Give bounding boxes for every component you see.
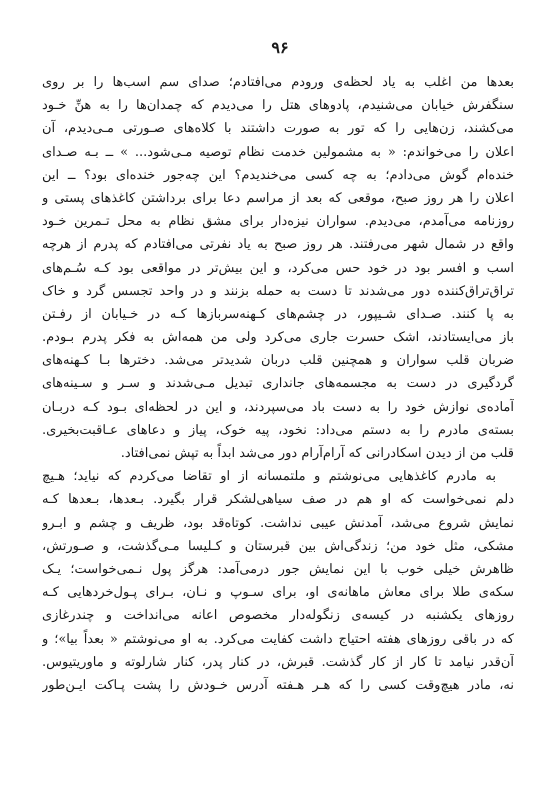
text-line: ظاهرش خیلی خوب با این نمایش جور درمی‌آمد: هرگز پول نـمی‌خواست؛ یـک xyxy=(42,561,514,577)
text-line: تراق‌تراق‌کننده دور می‌شدند تا دست به حمله بزنند و در واحد تجسس گرد و خاک xyxy=(42,283,514,299)
text-line: روزهای یکشنبه در کیسه‌ی زنگوله‌دار مخصوص اعانه می‌انداخت و چندرغازی xyxy=(42,608,514,624)
text-line: گردگیری در دست به مجسمه‌های جانداری تبدیل مـی‌شدند و سـر و سـینه‌های xyxy=(42,376,514,392)
text-line: به پا کنند. صـدای شـیپور، در چشم‌های کـهنه‌سربازها کـه در خـیابان از رفـتن xyxy=(42,306,514,322)
text-line: که در باقی روزهای هفته احتیاج داشت کفایت می‌کرد. به او می‌نوشتم « بعداً بیا»؛ و xyxy=(42,631,514,647)
text-line: روزنامه می‌آمدم، می‌دیدم. سواران نیزه‌دار برای مشق نظام به محل تـمرین خـود xyxy=(42,214,514,230)
text-line: نه، مادر هیچ‌وقت کسی را که هـر هـفته آدرس خـودش را پشت پـاکت ایـن‌طور xyxy=(42,677,514,693)
text-line: بعدها من اغلب به یاد لحظه‌ی ورودم می‌افتادم؛ صدای سم اسب‌ها را بر روی xyxy=(42,75,514,90)
text-line: خنده‌ام گوش می‌دادم؛ به چه کسی می‌خندیدم؟ این چه‌جور خنده‌ای بود؟ ــ این xyxy=(42,167,514,183)
text-line: به مادرم کاغذهایی می‌نوشتم و ملتمسانه از او تقاضا می‌کردم که نیاید؛ هـیچ xyxy=(42,469,496,485)
text-line: می‌کشند، زن‌هایی را که تور به صورت داشتند با کلاه‌های صـورتی مـی‌دیدم، آن xyxy=(42,121,514,137)
text-line: آن‌قدر نیامد تا کار از کار گذشت. قبرش، در کنار پدر، کنار شارلوته و ماوریتیوس. xyxy=(42,654,514,670)
text-line: واقع در شمال شهر می‌رفتند. هر روز صبح به یاد نفرتی می‌افتادم که پدرم از هرچه xyxy=(42,237,514,253)
body-text xyxy=(42,71,514,697)
text-line: سنگفرش خیابان می‌شنیدم، پادوهای هتل را می‌دیدم که چمدان‌ها را به هنِّ خـود xyxy=(42,98,514,114)
paragraph xyxy=(42,465,514,697)
text-line: آماده‌ی نوازش خود را به دست باد می‌سپردند، و این در لحظه‌ای بـود کـه دربـان xyxy=(42,399,514,415)
text-line: قلب من از دیدن اسکادرانی که آرام‌آرام دور می‌شد ابداً به تپش نمی‌افتاد. xyxy=(120,446,514,461)
text-line: باز می‌ایستادند، اشک حسرت جاری می‌کرد ولی من همه‌اش به فکر پدرم بـودم. xyxy=(42,330,514,346)
text-line: ضربان قلب سواران و همچنین قلب دربان شدیدتر می‌شد. دخترها بـا کـهنه‌های xyxy=(42,353,514,369)
text-line: دلم نمی‌خواست که او هم در صف سیاهی‌لشکر قرار بگیرد. بـعدها، بـعدها کـه xyxy=(42,492,514,508)
text-line: نمایش شروع می‌شد، آمدنش عیبی نداشت. کوتاه‌قد بود، ظریف و چشم و ابـرو xyxy=(42,515,514,531)
paragraph xyxy=(42,71,514,465)
text-line: اسب و افسر بود در خود حس می‌کرد، و این بیش‌تر در مواقعی بود کـه سُـم‌های xyxy=(42,260,514,276)
text-line: بسته‌ی مادرم را به دستم می‌داد: نخود، پیه خوک، پیاز و دعاهای عـاقبت‌بخیری. xyxy=(42,422,514,438)
text-line: اعلان را می‌خواندم: « به مشمولین خدمت نظام توصیه مـی‌شود... » ــ بـه صـدای xyxy=(42,144,514,160)
text-line: مشکی، مثل خود من؛ زندگی‌اش بین قبرستان و کـلیسا مـی‌گذشت، و صـورتش، xyxy=(42,538,514,554)
text-line: سکه‌ی طلا برای معاش ماهانه‌ی او، برای سـوپ و نـان، بـرای پـول‌خردهایی کـه xyxy=(42,585,514,601)
page-number: ۹۶ xyxy=(271,38,289,57)
text-line: اعلان را هر روز صبح، موقعی که بعد از مراسم دعا برای برداشتن کاغذهای پستی و xyxy=(42,190,514,206)
